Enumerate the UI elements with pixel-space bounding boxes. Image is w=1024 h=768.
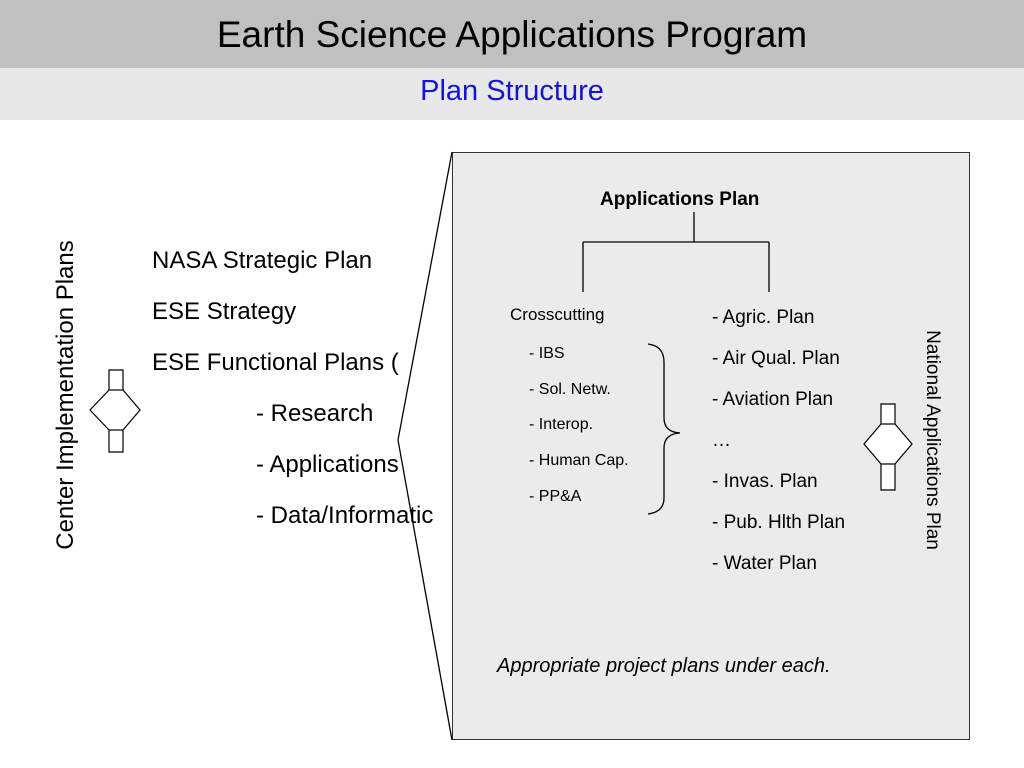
- left-item-ese-strategy: ESE Strategy: [152, 298, 297, 325]
- curly-brace-icon: [648, 344, 680, 514]
- plan-item-invas: - Invas. Plan: [712, 471, 818, 492]
- crosscutting-item-interop: - Interop.: [529, 416, 594, 433]
- left-item-nasa-strategic-plan: NASA Strategic Plan: [152, 247, 373, 274]
- left-item-data-information: - Data/Informatic: [256, 502, 434, 529]
- tree-connector: [583, 212, 769, 292]
- national-applications-plan-label: National Applications Plan: [922, 330, 943, 550]
- crosscutting-item-ibs: - IBS: [529, 345, 565, 362]
- plan-item-water: - Water Plan: [712, 553, 817, 574]
- double-arrow-up-down-left-icon: [90, 370, 140, 452]
- page-subtitle: Plan Structure: [420, 75, 604, 107]
- callout-line-bottom: [398, 440, 452, 740]
- applications-plan-title: Applications Plan: [600, 189, 760, 210]
- plan-item-agric: - Agric. Plan: [712, 307, 815, 328]
- plan-item-aviation: - Aviation Plan: [712, 389, 834, 410]
- crosscutting-label: Crosscutting: [510, 305, 605, 324]
- left-item-ese-functional-plans: ESE Functional Plans (: [152, 349, 399, 376]
- double-arrow-up-down-right-icon: [864, 404, 912, 490]
- left-item-applications: - Applications: [256, 451, 399, 478]
- left-item-research: - Research: [256, 400, 374, 427]
- callout-line-top: [398, 152, 452, 440]
- crosscutting-item-ppa: - PP&A: [529, 488, 582, 505]
- crosscutting-item-sol-netw: - Sol. Netw.: [529, 381, 611, 398]
- plan-item-pub-hlth: - Pub. Hlth Plan: [712, 512, 846, 533]
- crosscutting-item-human-cap: - Human Cap.: [529, 452, 629, 469]
- project-plans-note: Appropriate project plans under each.: [497, 655, 831, 677]
- center-implementation-plans-label: Center Implementation Plans: [52, 240, 79, 550]
- page-title: Earth Science Applications Program: [216, 14, 808, 55]
- plan-item-ellipsis: …: [712, 430, 731, 451]
- plan-item-air-qual: - Air Qual. Plan: [712, 348, 840, 369]
